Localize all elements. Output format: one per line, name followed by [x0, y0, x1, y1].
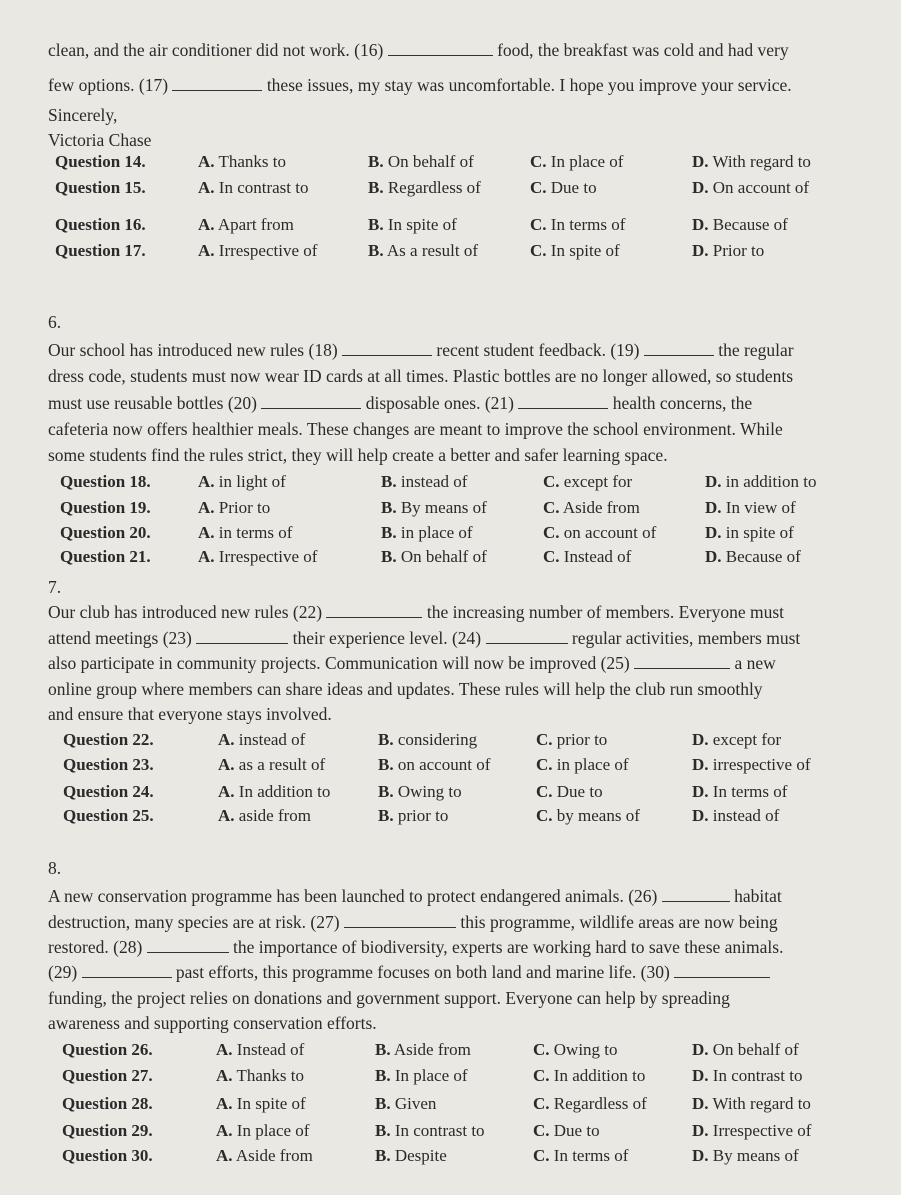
- passage-line: [48, 602, 784, 622]
- answer-blank-18: [342, 341, 432, 356]
- option-c: C. Regardless of: [533, 1094, 647, 1113]
- passage-text: habitat: [734, 886, 782, 906]
- option-a: A. instead of: [218, 730, 306, 749]
- answer-blank-24: [486, 629, 568, 644]
- option-a: A. Thanks to: [198, 152, 286, 171]
- option-d: D. irrespective of: [692, 755, 811, 774]
- section-number: 8.: [48, 858, 62, 878]
- question-label: Question 14.: [55, 152, 146, 171]
- answer-blank-22: [326, 603, 422, 618]
- answer-blank-21: [518, 394, 608, 409]
- passage-text: this programme, wildlife areas are now being: [460, 912, 778, 932]
- option-c: C. Due to: [533, 1121, 600, 1140]
- option-b: B. In place of: [375, 1066, 468, 1085]
- question-label: Question 16.: [55, 215, 146, 234]
- option-a: A. as a result of: [218, 755, 326, 774]
- passage-text: few options. (17): [48, 75, 169, 95]
- question-label: Question 17.: [55, 241, 146, 260]
- passage-line: [48, 962, 770, 982]
- option-a: A. in terms of: [198, 523, 293, 542]
- option-d: D. instead of: [692, 806, 780, 825]
- option-b: B. Aside from: [375, 1040, 471, 1059]
- passage-text: also participate in community projects. Communication will now be improved (25): [48, 653, 630, 673]
- passage-line: and ensure that everyone stays involved.: [48, 704, 332, 724]
- option-d: D. In contrast to: [692, 1066, 803, 1085]
- option-c: C. In spite of: [530, 241, 620, 260]
- passage-text: the importance of biodiversity, experts are working hard to save these animals.: [233, 937, 784, 957]
- passage-text: their experience level. (24): [292, 628, 482, 648]
- option-a: A. in light of: [198, 472, 286, 491]
- passage-line: [48, 937, 783, 957]
- passage-line: [48, 40, 789, 60]
- option-a: A. Thanks to: [216, 1066, 304, 1085]
- option-b: B. By means of: [381, 498, 487, 517]
- option-d: D. In view of: [705, 498, 796, 517]
- passage-line: some students find the rules strict, they will help create a better and safer learning space.: [48, 445, 668, 465]
- passage-text: the regular: [718, 340, 794, 360]
- answer-blank-16: [388, 41, 493, 56]
- answer-blank-23: [196, 629, 288, 644]
- section-number: 6.: [48, 312, 62, 332]
- passage-text: restored. (28): [48, 937, 143, 957]
- option-c: C. In terms of: [530, 215, 626, 234]
- passage-line: dress code, students must now wear ID cards at all times. Plastic bottles are no longer allowed, so students: [48, 366, 794, 386]
- option-d: D. except for: [692, 730, 782, 749]
- option-c: C. In place of: [530, 152, 624, 171]
- answer-blank-17: [172, 76, 262, 91]
- question-label: Question 27.: [62, 1066, 153, 1085]
- passage-text: the increasing number of members. Everyone must: [426, 602, 785, 622]
- option-a: A. aside from: [218, 806, 312, 825]
- passage-line: [48, 75, 792, 95]
- option-d: D. Because of: [692, 215, 788, 234]
- option-c: C. in place of: [536, 755, 629, 774]
- option-b: B. instead of: [381, 472, 468, 491]
- passage-text: destruction, many species are at risk. (27): [48, 912, 340, 932]
- passage-text: attend meetings (23): [48, 628, 192, 648]
- passage-text: clean, and the air conditioner did not work. (16): [48, 40, 384, 60]
- option-d: D. In terms of: [692, 782, 788, 801]
- option-d: D. On behalf of: [692, 1040, 799, 1059]
- option-d: D. By means of: [692, 1146, 799, 1165]
- option-c: C. Owing to: [533, 1040, 618, 1059]
- option-b: B. considering: [378, 730, 478, 749]
- option-c: C. In addition to: [533, 1066, 646, 1085]
- passage-line: [48, 912, 778, 932]
- question-label: Question 29.: [62, 1121, 153, 1140]
- option-c: C. by means of: [536, 806, 640, 825]
- question-label: Question 18.: [60, 472, 151, 491]
- question-label: Question 23.: [63, 755, 154, 774]
- option-a: A. Instead of: [216, 1040, 305, 1059]
- option-d: D. Irrespective of: [692, 1121, 812, 1140]
- passage-text: must use reusable bottles (20): [48, 393, 257, 413]
- question-label: Question 26.: [62, 1040, 153, 1059]
- question-label: Question 28.: [62, 1094, 153, 1113]
- option-b: B. As a result of: [368, 241, 479, 260]
- option-c: C. In terms of: [533, 1146, 629, 1165]
- option-b: B. Regardless of: [368, 178, 481, 197]
- option-d: D. Because of: [705, 547, 801, 566]
- option-c: C. Due to: [530, 178, 597, 197]
- answer-blank-27: [344, 913, 456, 928]
- passage-text: Our school has introduced new rules (18): [48, 340, 338, 360]
- option-d: D. in spite of: [705, 523, 794, 542]
- passage-line: [48, 886, 782, 906]
- option-b: B. Despite: [375, 1146, 447, 1165]
- passage-text: these issues, my stay was uncomfortable. I hope you improve your service.: [266, 75, 792, 95]
- passage-line: [48, 628, 800, 648]
- passage-line: [48, 393, 752, 413]
- passage-text: Our club has introduced new rules (22): [48, 602, 323, 622]
- passage-line: funding, the project relies on donations and government support. Everyone can help by spreading: [48, 988, 730, 1008]
- option-a: A. Prior to: [198, 498, 271, 517]
- question-label: Question 15.: [55, 178, 146, 197]
- passage-line: cafeteria now offers healthier meals. These changes are meant to improve the school environment. While: [48, 419, 783, 439]
- option-a: A. In contrast to: [198, 178, 309, 197]
- passage-text: A new conservation programme has been launched to protect endangered animals. (26): [48, 886, 658, 906]
- question-label: Question 22.: [63, 730, 154, 749]
- passage-line: awareness and supporting conservation efforts.: [48, 1013, 377, 1033]
- option-c: C. except for: [543, 472, 633, 491]
- answer-blank-28: [147, 938, 229, 953]
- question-label: Question 30.: [62, 1146, 153, 1165]
- question-label: Question 21.: [60, 547, 151, 566]
- passage-text: recent student feedback. (19): [436, 340, 640, 360]
- option-c: C. prior to: [536, 730, 608, 749]
- option-b: B. in place of: [381, 523, 473, 542]
- option-a: A. In addition to: [218, 782, 331, 801]
- option-b: B. on account of: [378, 755, 491, 774]
- option-b: B. Given: [375, 1094, 437, 1113]
- option-c: C. Due to: [536, 782, 603, 801]
- passage-text: past efforts, this programme focuses on both land and marine life. (30): [175, 962, 670, 982]
- option-a: A. In place of: [216, 1121, 310, 1140]
- option-d: D. On account of: [692, 178, 810, 197]
- option-d: D. Prior to: [692, 241, 765, 260]
- passage-text: (29): [48, 962, 78, 982]
- option-a: A. Apart from: [198, 215, 294, 234]
- answer-blank-26: [662, 887, 730, 902]
- option-b: B. Owing to: [378, 782, 462, 801]
- signature-name: Victoria Chase: [48, 130, 152, 150]
- passage-line: online group where members can share ideas and updates. These rules will help the club run smoothly: [48, 679, 763, 699]
- passage-line: [48, 653, 776, 673]
- option-c: C. Aside from: [543, 498, 640, 517]
- option-a: A. Irrespective of: [198, 241, 318, 260]
- option-a: A. In spite of: [216, 1094, 306, 1113]
- option-d: D. in addition to: [705, 472, 817, 491]
- option-b: B. In spite of: [368, 215, 457, 234]
- option-b: B. On behalf of: [381, 547, 487, 566]
- option-b: B. In contrast to: [375, 1121, 485, 1140]
- option-c: C. Instead of: [543, 547, 632, 566]
- passage-text: health concerns, the: [612, 393, 753, 413]
- answer-blank-19: [644, 341, 714, 356]
- option-a: A. Aside from: [216, 1146, 313, 1165]
- option-b: B. On behalf of: [368, 152, 474, 171]
- answer-blank-29: [82, 963, 172, 978]
- closing: Sincerely,: [48, 105, 118, 125]
- passage-text: disposable ones. (21): [365, 393, 514, 413]
- answer-blank-20: [261, 394, 361, 409]
- option-d: D. With regard to: [692, 152, 811, 171]
- answer-blank-30: [674, 963, 770, 978]
- passage-text: regular activities, members must: [571, 628, 801, 648]
- question-label: Question 25.: [63, 806, 154, 825]
- option-a: A. Irrespective of: [198, 547, 318, 566]
- passage-line: [48, 340, 794, 360]
- option-d: D. With regard to: [692, 1094, 811, 1113]
- passage-text: a new: [734, 653, 776, 673]
- option-c: C. on account of: [543, 523, 657, 542]
- question-label: Question 24.: [63, 782, 154, 801]
- section-number: 7.: [48, 577, 62, 597]
- question-label: Question 20.: [60, 523, 151, 542]
- question-label: Question 19.: [60, 498, 151, 517]
- answer-blank-25: [634, 654, 730, 669]
- passage-text: food, the breakfast was cold and had very: [497, 40, 789, 60]
- option-b: B. prior to: [378, 806, 449, 825]
